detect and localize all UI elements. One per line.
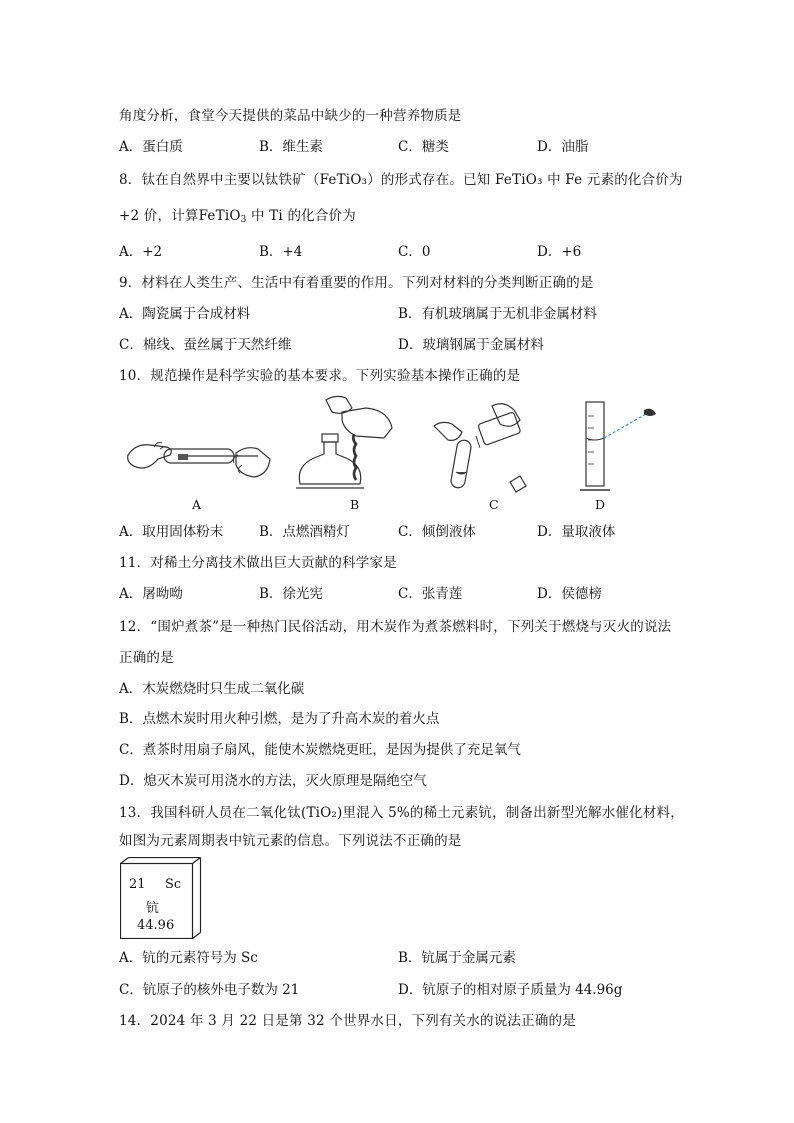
q11-option-d: D．侯德榜	[537, 586, 602, 602]
q12-option-b: B．点燃木炭时用火种引燃，是为了升高木炭的着火点	[119, 711, 440, 727]
q13-option-b: B．钪属于金属元素	[398, 950, 516, 966]
figure-c-label: C	[489, 497, 499, 512]
q7-option-a: A．蛋白质	[119, 139, 183, 155]
figure-b-label: B	[350, 497, 360, 512]
q8-option-c: C．0	[398, 244, 431, 260]
q7-option-b: B．维生素	[259, 139, 323, 155]
q10-option-a: A．取用固体粉末	[119, 524, 224, 540]
q11-stem: 11．对稀土分离技术做出巨大贡献的科学家是	[119, 555, 397, 571]
atomic-number: 21	[129, 877, 146, 892]
figure-d-measuring-cylinder	[578, 398, 663, 496]
q12-stem-line1: 12．“围炉煮茶”是一种热门民俗活动，用木炭作为煮茶燃料时，下列关于燃烧与灭火的说法	[119, 619, 672, 635]
q11-option-b: B．徐光宪	[259, 586, 323, 602]
q11-option-a: A．屠呦呦	[119, 586, 183, 602]
q8-stem-line2-a: +2 价，计算FeTiO	[119, 208, 241, 224]
element-name: 钪	[146, 901, 160, 916]
q14-stem: 14．2024 年 3 月 22 日是第 32 个世界水日，下列有关水的说法正确的是	[119, 1013, 576, 1029]
q13-option-a: A．钪的元素符号为 Sc	[119, 950, 258, 966]
q8-stem-line1: 8．钛在自然界中主要以钛铁矿（FeTiO₃）的形式存在。已知 FeTiO₃ 中 Fe 元素的化合价为	[119, 172, 683, 188]
q7-option-c: C．糖类	[398, 139, 449, 155]
q8-option-b: B．+4	[259, 244, 303, 260]
q9-option-a: A．陶瓷属于合成材料	[119, 306, 251, 322]
q10-option-b: B．点燃酒精灯	[259, 524, 350, 540]
q13-option-d: D．钪原子的相对原子质量为 44.96g	[398, 982, 623, 998]
q10-option-d: D．量取液体	[537, 524, 616, 540]
figure-b-alcohol-lamp	[292, 392, 404, 494]
q8-option-a: A．+2	[119, 244, 163, 260]
q7-option-d: D．油脂	[537, 139, 589, 155]
periodic-table-cell-scandium	[120, 857, 202, 939]
figure-c-pouring-liquid	[428, 400, 540, 496]
q12-option-a: A．木炭燃烧时只生成二氧化碳	[119, 681, 305, 697]
figure-a-powder-sampling	[118, 425, 273, 500]
figure-a-label: A	[192, 497, 202, 512]
q10-stem: 10．规范操作是科学实验的基本要求。下列实验基本操作正确的是	[119, 368, 521, 384]
q8-option-d: D．+6	[537, 244, 582, 260]
q9-option-b: B．有机玻璃属于无机非金属材料	[398, 306, 597, 322]
q9-stem: 9．材料在人类生产、生活中有着重要的作用。下列对材料的分类判断正确的是	[119, 275, 594, 291]
q8-subscript: 3	[240, 215, 247, 225]
element-symbol: Sc	[165, 877, 182, 892]
q12-stem-line2: 正确的是	[119, 650, 174, 666]
q7-stem: 角度分析，食堂今天提供的菜品中缺少的一种营养物质是	[119, 108, 462, 124]
q9-option-c: C．棉线、蚕丝属于天然纤维	[119, 337, 292, 353]
q12-option-c: C．煮茶时用扇子扇风，能使木炭燃烧更旺，是因为提供了充足氧气	[119, 742, 521, 758]
q8-stem-line2	[119, 204, 356, 225]
q9-option-d: D．玻璃钢属于金属材料	[398, 337, 544, 353]
q12-option-d: D．熄灭木炭可用浇水的方法，灭火原理是隔绝空气	[119, 773, 427, 789]
q8-stem-line2-b: 中 Ti 的化合价为	[246, 208, 356, 224]
q11-option-c: C．张青莲	[398, 586, 463, 602]
q13-stem-line1: 13．我国科研人员在二氧化钛(TiO₂)里混入 5%的稀土元素钪，制备出新型光解水催化材料，	[119, 805, 684, 821]
q10-option-c: C．倾倒液体	[398, 524, 476, 540]
q13-stem-line2: 如图为元素周期表中钪元素的信息。下列说法不正确的是	[119, 833, 462, 849]
figure-d-label: D	[595, 497, 606, 512]
atomic-mass: 44.96	[137, 918, 175, 933]
q13-option-c: C．钪原子的核外电子数为 21	[119, 982, 300, 998]
